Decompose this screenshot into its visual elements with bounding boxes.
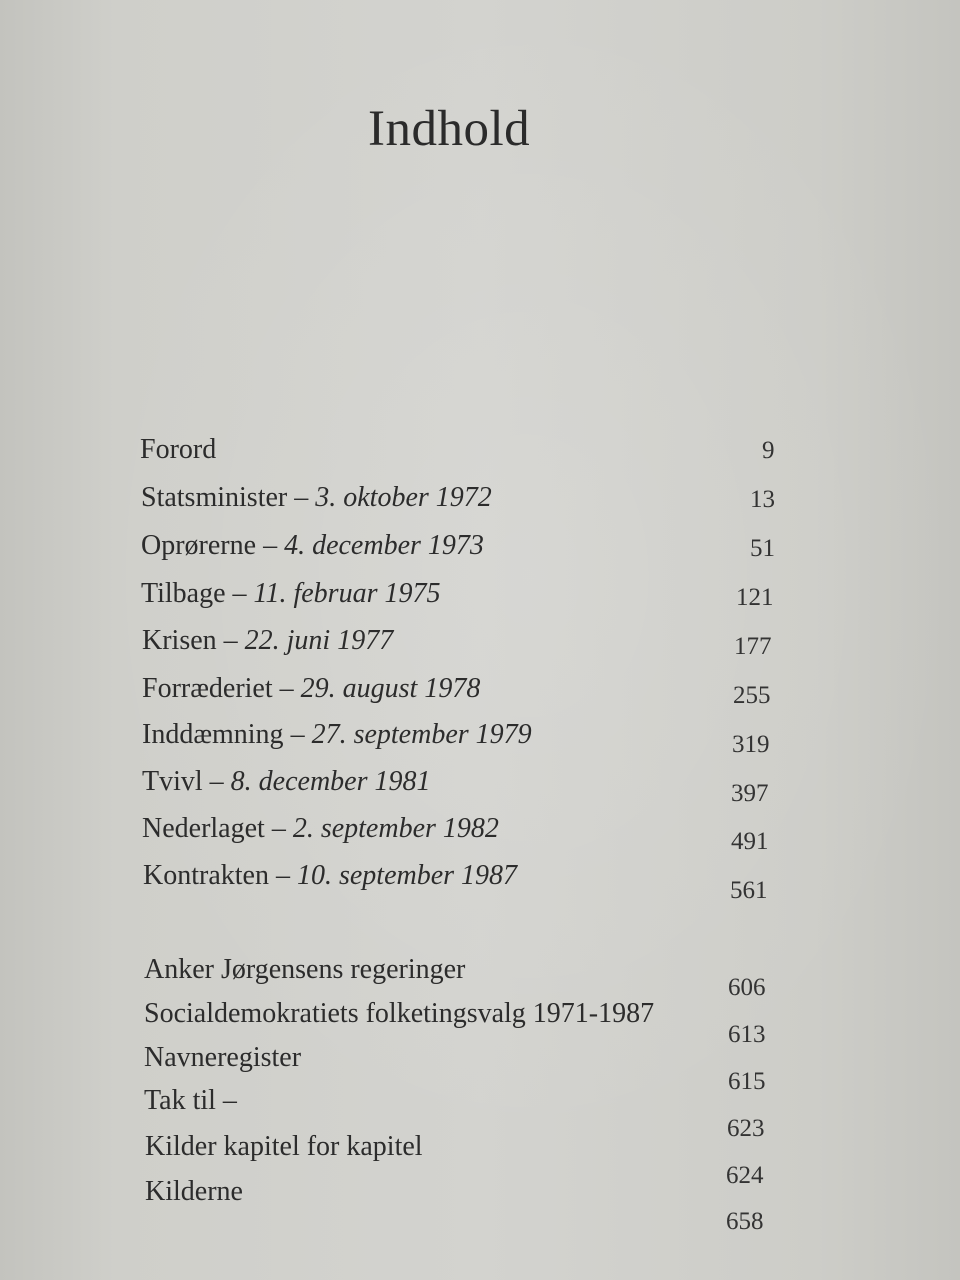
separator: – [283,719,312,750]
chapter-date: 4. december 1973 [284,530,484,561]
toc-appendix-kilder-kapitel [145,1133,423,1161]
page-number: 624 [726,1162,764,1189]
toc-entry-krisen [142,627,393,655]
toc-appendix-kilderne [145,1178,243,1206]
toc-entry-inddaemning [142,721,532,749]
chapter-name: Krisen [142,625,217,656]
chapter-date: 27. september 1979 [311,719,532,750]
page-number: 615 [728,1068,766,1095]
toc-entry-tilbage [141,580,440,608]
separator: – [225,578,254,609]
page-number: 606 [728,974,766,1001]
chapter-date: 11. februar 1975 [253,578,441,609]
page-number: 613 [728,1021,766,1048]
chapter-date: 2. september 1982 [292,813,499,844]
toc-entry-forraederiet [142,675,480,703]
toc-appendix-navneregister [144,1044,301,1072]
chapter-name: Kontrakten [143,860,269,891]
page-number: 319 [732,731,770,758]
toc-appendix-folketingsvalg [144,1000,654,1028]
appendix-name: Socialdemokratiets folketingsvalg 1971-1987 [144,998,655,1029]
chapter-date: 3. oktober 1972 [315,482,492,513]
appendix-name: Anker Jørgensens regeringer [144,954,466,985]
toc-appendix-regeringer [144,956,465,984]
chapter-date: 8. december 1981 [230,766,431,797]
separator: – [268,860,297,891]
chapter-name: Tilbage [141,578,226,609]
page-number: 491 [731,828,769,855]
separator: – [216,625,245,656]
chapter-date: 22. juni 1977 [244,625,394,656]
page-number: 121 [736,584,774,611]
chapter-name: Inddæmning [142,719,284,750]
separator: – [202,766,231,797]
page-number: 177 [734,633,772,660]
chapter-name: Oprørerne [141,530,257,561]
toc-entry-nederlaget [142,815,499,843]
page-number: 561 [730,877,768,904]
chapter-name: Nederlaget [142,813,265,844]
appendix-name: Kilder kapitel for kapitel [145,1131,423,1162]
appendix-name: Kilderne [145,1176,243,1207]
separator: – [264,813,293,844]
separator: – [272,673,301,704]
page-title: Indhold [368,101,531,157]
separator: – [287,482,316,513]
page-number: 51 [750,535,775,562]
toc-entry-oprorerne [141,532,484,560]
appendix-name: Tak til – [144,1085,237,1116]
page-number: 623 [727,1115,765,1142]
separator: – [256,530,285,561]
page-number: 255 [733,682,771,709]
page-number: 9 [762,437,775,464]
chapter-name: Tvivl [142,766,203,797]
page-number: 397 [731,780,769,807]
chapter-name: Forræderiet [142,673,273,704]
toc-entry-kontrakten [143,862,517,890]
toc-entry-forord [140,436,216,464]
toc-entry-tvivl [142,768,431,796]
chapter-date: 29. august 1978 [300,673,481,704]
toc-appendix-tak-til [144,1087,237,1115]
toc-entry-statsminister [141,484,492,512]
chapter-date: 10. september 1987 [296,860,518,891]
chapter-name: Forord [140,434,217,465]
chapter-name: Statsminister [141,482,288,513]
page-number: 13 [750,486,775,513]
page-number: 658 [726,1208,764,1235]
appendix-name: Navneregister [144,1042,302,1073]
